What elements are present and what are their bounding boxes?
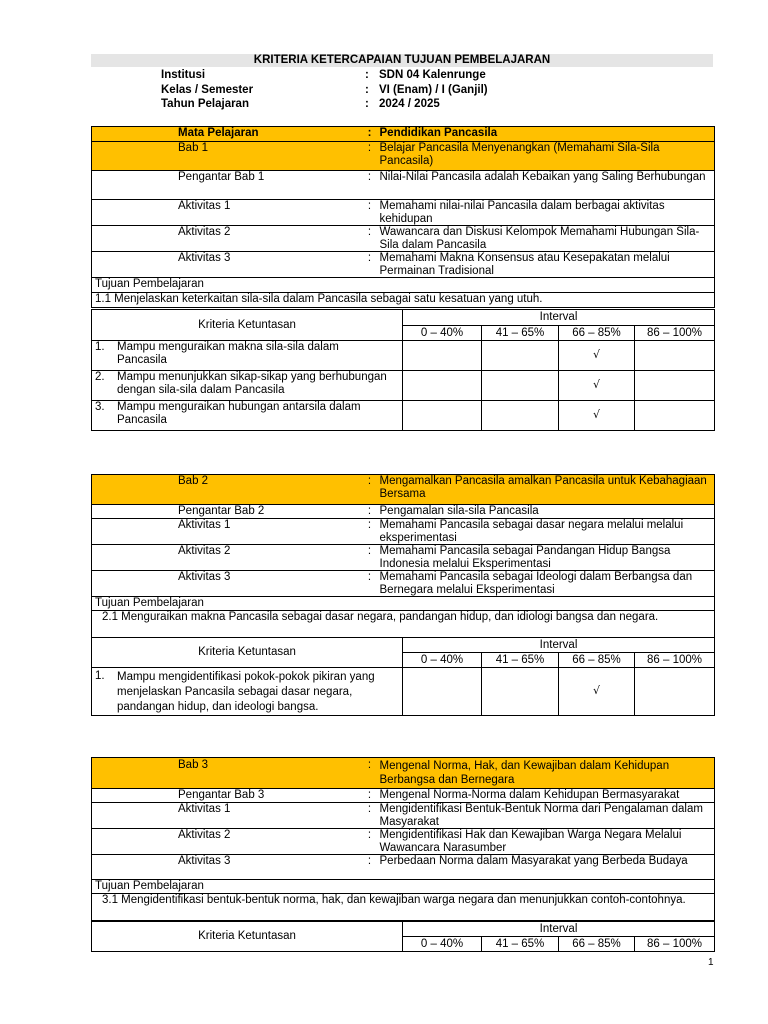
kriteria-number: 1.	[95, 341, 105, 353]
aktivitas-value: Perbedaan Norma dalam Masyarakat yang Berbeda Budaya	[377, 855, 715, 880]
pengantar-row	[92, 505, 715, 519]
mata-pelajaran-label: Mata Pelajaran	[92, 127, 363, 142]
colon: :	[363, 545, 377, 571]
document-info	[161, 68, 488, 112]
interval-cell	[635, 668, 715, 716]
aktivitas-row	[92, 226, 715, 252]
page-number: 1	[708, 957, 714, 968]
bab2-table	[91, 474, 715, 638]
interval-cell	[403, 401, 482, 431]
pengantar-row	[92, 171, 715, 200]
aktivitas-row	[92, 829, 715, 855]
colon: :	[363, 803, 377, 829]
kriteria-header-row	[92, 310, 715, 326]
kriteria-row	[92, 341, 715, 371]
kriteria-text: Mampu mengidentifikasi pokok-pokok pikiran yang menjelaskan Pancasila sebagai dasar negara, pandangan hidup, dan ideologi bangsa.	[117, 671, 375, 713]
colon: :	[363, 200, 377, 226]
range-header: 0 – 40%	[403, 326, 482, 341]
aktivitas-value: Memahami Pancasila sebagai dasar negara melalui melalui eksperimentasi	[377, 519, 715, 545]
aktivitas-label: Aktivitas 1	[92, 519, 363, 545]
bab1-table	[91, 126, 715, 308]
colon: :	[363, 571, 377, 597]
check-mark: √	[559, 668, 635, 716]
bab-row	[92, 758, 715, 789]
info-label: Tahun Pelajaran	[161, 98, 249, 110]
info-label: Kelas / Semester	[161, 83, 254, 96]
pengantar-value: Nilai-Nilai Pancasila adalah Kebaikan yang Saling Berhubungan	[377, 171, 715, 200]
aktivitas-row	[92, 519, 715, 545]
tujuan-header-row	[92, 597, 715, 611]
colon: :	[363, 171, 377, 200]
tujuan-row	[92, 293, 715, 308]
kriteria-row	[92, 371, 715, 401]
info-label: Institusi	[161, 69, 206, 81]
kriteria-number: 3.	[95, 401, 105, 413]
interval-header: Interval	[403, 638, 715, 653]
interval-cell	[482, 401, 559, 431]
bab-label: Bab 1	[92, 142, 363, 171]
mata-pelajaran-value: Pendidikan Pancasila	[377, 127, 715, 142]
tujuan-header-row	[92, 278, 715, 293]
pengantar-row	[92, 789, 715, 803]
aktivitas-row	[92, 545, 715, 571]
bab-title: Belajar Pancasila Menyenangkan (Memahami Sila-Sila Pancasila)	[377, 142, 715, 171]
pengantar-label: Pengantar Bab 3	[92, 789, 363, 803]
check-mark: √	[559, 401, 635, 431]
check-mark: √	[559, 371, 635, 401]
info-value: VI (Enam) / I (Ganjil)	[379, 83, 488, 96]
info-colon: :	[365, 69, 369, 81]
bab-label: Bab 2	[92, 475, 363, 505]
colon: :	[363, 758, 377, 789]
aktivitas-value: Memahami nilai-nilai Pancasila dalam berbagai aktivitas kehidupan	[377, 200, 715, 226]
kriteria-header-row	[92, 638, 715, 653]
range-header: 0 – 40%	[403, 653, 482, 668]
pengantar-value: Pengamalan sila-sila Pancasila	[377, 505, 715, 519]
range-header: 86 – 100%	[635, 326, 715, 341]
aktivitas-value: Mengidentifikasi Bentuk-Bentuk Norma dari Pengalaman dalam Masyarakat	[377, 803, 715, 829]
tujuan-header-row	[92, 880, 715, 894]
aktivitas-label: Aktivitas 2	[92, 545, 363, 571]
interval-cell	[635, 371, 715, 401]
info-row-institusi	[161, 68, 488, 83]
aktivitas-value: Memahami Makna Konsensus atau Kesepakatan melalui Permainan Tradisional	[377, 252, 715, 278]
tujuan-text: 1.1 Menjelaskan keterkaitan sila-sila dalam Pancasila sebagai satu kesatuan yang utuh.	[92, 293, 715, 308]
range-header: 41 – 65%	[482, 653, 559, 668]
tujuan-text: 2.1 Menguraikan makna Pancasila sebagai dasar negara, pandangan hidup, dan idiologi bangsa dan negara.	[92, 611, 715, 638]
aktivitas-value: Memahami Pancasila sebagai Pandangan Hidup Bangsa Indonesia melalui Eksperimentasi	[377, 545, 715, 571]
pengantar-label: Pengantar Bab 2	[92, 505, 363, 519]
interval-cell	[482, 341, 559, 371]
bab-row	[92, 142, 715, 171]
tujuan-label: Tujuan Pembelajaran	[92, 597, 715, 611]
bab2-kriteria-table	[91, 637, 715, 716]
aktivitas-value: Mengidentifikasi Hak dan Kewajiban Warga Negara Melalui Wawancara Narasumber	[377, 829, 715, 855]
interval-cell	[482, 668, 559, 716]
kriteria-text: Mampu menunjukkan sikap-sikap yang berhubungan dengan sila-sila dalam Pancasila	[117, 371, 387, 396]
range-header: 66 – 85%	[559, 653, 635, 668]
aktivitas-row	[92, 200, 715, 226]
range-header: 66 – 85%	[559, 937, 635, 952]
bab3-kriteria-table	[91, 921, 715, 952]
range-header: 41 – 65%	[482, 326, 559, 341]
bab1-kriteria-table	[91, 309, 715, 431]
range-header: 66 – 85%	[559, 326, 635, 341]
bab-title: Mengenal Norma, Hak, dan Kewajiban dalam Kehidupan Berbangsa dan Bernegara	[377, 758, 715, 789]
kriteria-cell	[92, 401, 403, 431]
colon: :	[363, 252, 377, 278]
kriteria-header: Kriteria Ketuntasan	[92, 638, 403, 668]
range-header: 41 – 65%	[482, 937, 559, 952]
colon: :	[363, 142, 377, 171]
bab-row	[92, 475, 715, 505]
pengantar-value: Mengenal Norma-Norma dalam Kehidupan Bermasyarakat	[377, 789, 715, 803]
kriteria-header: Kriteria Ketuntasan	[92, 310, 403, 341]
colon: :	[363, 855, 377, 880]
pengantar-label: Pengantar Bab 1	[92, 171, 363, 200]
kriteria-text: Mampu menguraikan makna sila-sila dalam Pancasila	[117, 341, 339, 366]
interval-cell	[403, 341, 482, 371]
tujuan-row	[92, 611, 715, 638]
info-value: 2024 / 2025	[379, 98, 440, 110]
colon: :	[363, 127, 377, 142]
interval-cell	[403, 668, 482, 716]
colon: :	[363, 519, 377, 545]
interval-header: Interval	[403, 310, 715, 326]
bab-label: Bab 3	[92, 758, 363, 789]
document-title: KRITERIA KETERCAPAIAN TUJUAN PEMBELAJARAN	[91, 54, 713, 67]
kriteria-cell	[92, 371, 403, 401]
interval-cell	[635, 401, 715, 431]
interval-cell	[635, 341, 715, 371]
colon: :	[363, 789, 377, 803]
aktivitas-label: Aktivitas 1	[92, 803, 363, 829]
colon: :	[363, 475, 377, 505]
kriteria-number: 1.	[95, 670, 105, 682]
colon: :	[363, 226, 377, 252]
kriteria-row	[92, 401, 715, 431]
kriteria-text: Mampu menguraikan hubungan antarsila dalam Pancasila	[117, 401, 361, 426]
tujuan-text: 3.1 Mengidentifikasi bentuk-bentuk norma, hak, dan kewajiban warga negara dan menunjukkan contoh-contohnya.	[92, 894, 715, 921]
info-row-tahun	[161, 97, 488, 112]
bab-title: Mengamalkan Pancasila amalkan Pancasila untuk Kebahagiaan Bersama	[377, 475, 715, 505]
aktivitas-row	[92, 252, 715, 278]
tujuan-label: Tujuan Pembelajaran	[92, 880, 715, 894]
aktivitas-label: Aktivitas 3	[92, 252, 363, 278]
aktivitas-row	[92, 855, 715, 880]
aktivitas-label: Aktivitas 3	[92, 855, 363, 880]
kriteria-cell	[92, 341, 403, 371]
aktivitas-value: Memahami Pancasila sebagai Ideologi dalam Berbangsa dan Bernegara melalui Eksperimentasi	[377, 571, 715, 597]
info-colon: :	[365, 83, 369, 96]
info-colon: :	[365, 98, 369, 110]
aktivitas-label: Aktivitas 2	[92, 829, 363, 855]
tujuan-label: Tujuan Pembelajaran	[92, 278, 715, 293]
info-value: SDN 04 Kalenrunge	[379, 69, 486, 81]
aktivitas-row	[92, 803, 715, 829]
range-header: 86 – 100%	[635, 653, 715, 668]
mata-pelajaran-row	[92, 127, 715, 142]
interval-header: Interval	[403, 922, 715, 937]
kriteria-number: 2.	[95, 371, 105, 383]
kriteria-header: Kriteria Ketuntasan	[92, 922, 403, 952]
colon: :	[363, 829, 377, 855]
info-row-kelas	[161, 83, 488, 98]
tujuan-row	[92, 894, 715, 921]
kriteria-row	[92, 668, 715, 716]
interval-cell	[482, 371, 559, 401]
check-mark: √	[559, 341, 635, 371]
aktivitas-value: Wawancara dan Diskusi Kelompok Memahami Hubungan Sila-Sila dalam Pancasila	[377, 226, 715, 252]
interval-cell	[403, 371, 482, 401]
colon: :	[363, 505, 377, 519]
aktivitas-label: Aktivitas 3	[92, 571, 363, 597]
kriteria-header-row	[92, 922, 715, 937]
range-header: 0 – 40%	[403, 937, 482, 952]
aktivitas-label: Aktivitas 2	[92, 226, 363, 252]
bab3-table	[91, 757, 715, 921]
range-header: 86 – 100%	[635, 937, 715, 952]
aktivitas-row	[92, 571, 715, 597]
aktivitas-label: Aktivitas 1	[92, 200, 363, 226]
kriteria-cell	[92, 668, 403, 716]
